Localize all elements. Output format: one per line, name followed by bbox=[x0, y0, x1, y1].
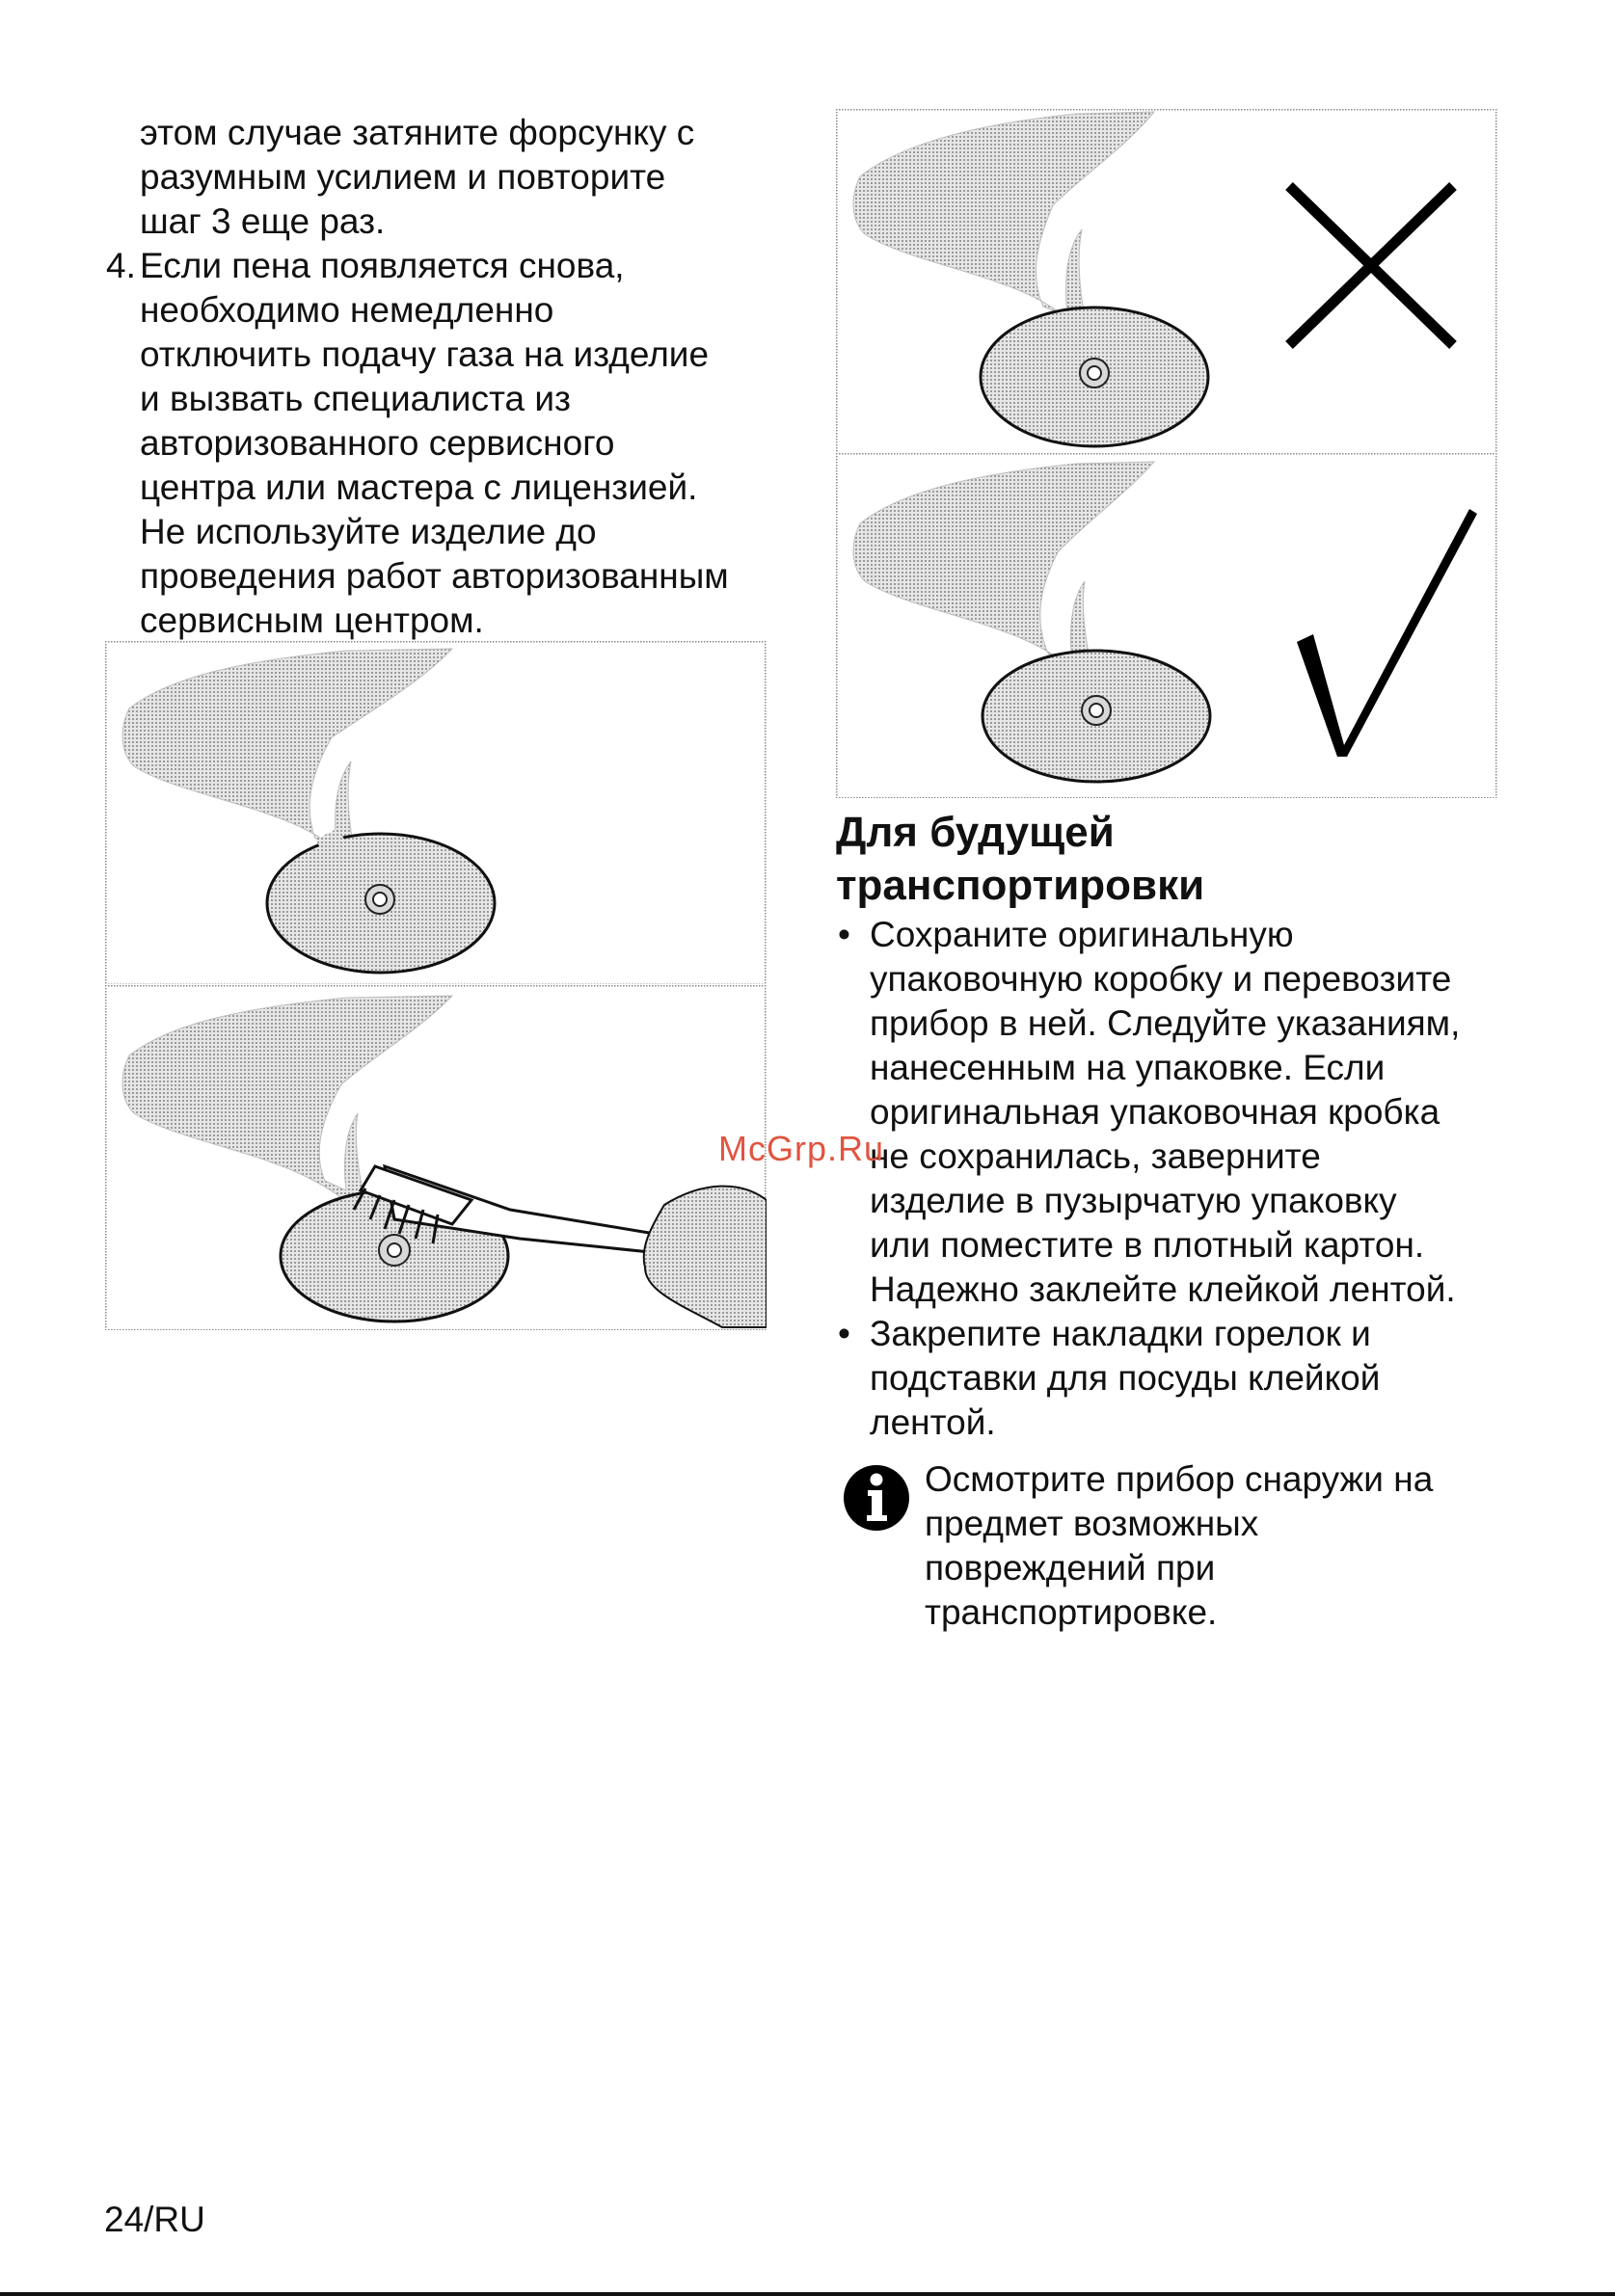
text-line: разумным усилием и повторите bbox=[140, 157, 666, 197]
text-line: этом случае затяните форсунку с bbox=[140, 113, 695, 152]
text-line: упаковочную коробку и перевозите bbox=[870, 959, 1452, 999]
cross-icon bbox=[1289, 186, 1453, 345]
hand-shape bbox=[853, 462, 1154, 673]
correct-incorrect-illustration bbox=[836, 109, 1497, 798]
section-title bbox=[836, 806, 1204, 912]
injector-nut bbox=[379, 1235, 410, 1266]
page-number: 24/RU bbox=[104, 2200, 205, 2239]
text-line: нанесенным на упаковке. Если bbox=[870, 1048, 1386, 1087]
text-line: Надежно заклейте клейкой лентой. bbox=[870, 1269, 1456, 1309]
hand-shape bbox=[853, 112, 1154, 326]
injector-nut bbox=[1080, 359, 1109, 387]
hand-shape bbox=[122, 649, 452, 858]
text-line: и вызвать специалиста из bbox=[140, 379, 571, 418]
list-item bbox=[836, 1312, 1460, 1445]
title-line: Для будущей bbox=[836, 809, 1115, 856]
injector-cleaning-illustration bbox=[105, 641, 767, 1330]
text-line: Если пена появляется снова, bbox=[140, 246, 625, 285]
injector-nut bbox=[1082, 696, 1111, 725]
divider bbox=[0, 2292, 1615, 2296]
text-line: проведения работ авторизованным bbox=[140, 556, 729, 596]
bullet-icon: • bbox=[838, 915, 850, 954]
text-line: прибор в ней. Следуйте указаниям, bbox=[870, 1003, 1461, 1043]
title-line: транспортировки bbox=[836, 862, 1205, 909]
text-line: сервисным центром. bbox=[140, 601, 484, 640]
text-line: центра или мастера с лицензией. bbox=[140, 467, 698, 507]
text-line: подставки для посуды клейкой bbox=[870, 1358, 1381, 1398]
text-line: или поместите в плотный картон. bbox=[870, 1225, 1425, 1265]
text-line: Не используйте изделие до bbox=[140, 512, 597, 551]
info-icon bbox=[842, 1463, 911, 1533]
hand-shape bbox=[644, 1187, 767, 1327]
text-line: Сохраните оригинальную bbox=[870, 915, 1294, 954]
check-icon bbox=[1297, 509, 1477, 757]
text-line: не сохранилась, заверните bbox=[870, 1136, 1321, 1176]
text-line: предмет возможных bbox=[925, 1504, 1259, 1543]
text-line: транспортировке. bbox=[925, 1592, 1218, 1632]
bullet-list bbox=[836, 913, 1460, 1445]
bullet-icon: • bbox=[838, 1314, 850, 1353]
text-line: повреждений при bbox=[925, 1548, 1216, 1588]
text-line: необходимо немедленно bbox=[140, 290, 554, 330]
injector-nut bbox=[365, 885, 394, 914]
watermark: McGrp.Ru bbox=[718, 1129, 885, 1168]
text-line: отключить подачу газа на изделие bbox=[140, 334, 710, 374]
list-item bbox=[836, 913, 1460, 1312]
text-line: Осмотрите прибор снаружи на bbox=[925, 1459, 1434, 1499]
left-text-block bbox=[106, 111, 729, 643]
text-line: изделие в пузырчатую упаковку bbox=[870, 1181, 1397, 1220]
text-line: Закрепите накладки горелок и bbox=[870, 1314, 1371, 1353]
step-number: 4. bbox=[106, 246, 136, 285]
text-line: шаг 3 еще раз. bbox=[140, 201, 386, 241]
text-line: авторизованного сервисного bbox=[140, 423, 615, 463]
text-line: лентой. bbox=[870, 1402, 996, 1442]
text-line: оригинальная упаковочная кробка bbox=[870, 1092, 1440, 1132]
